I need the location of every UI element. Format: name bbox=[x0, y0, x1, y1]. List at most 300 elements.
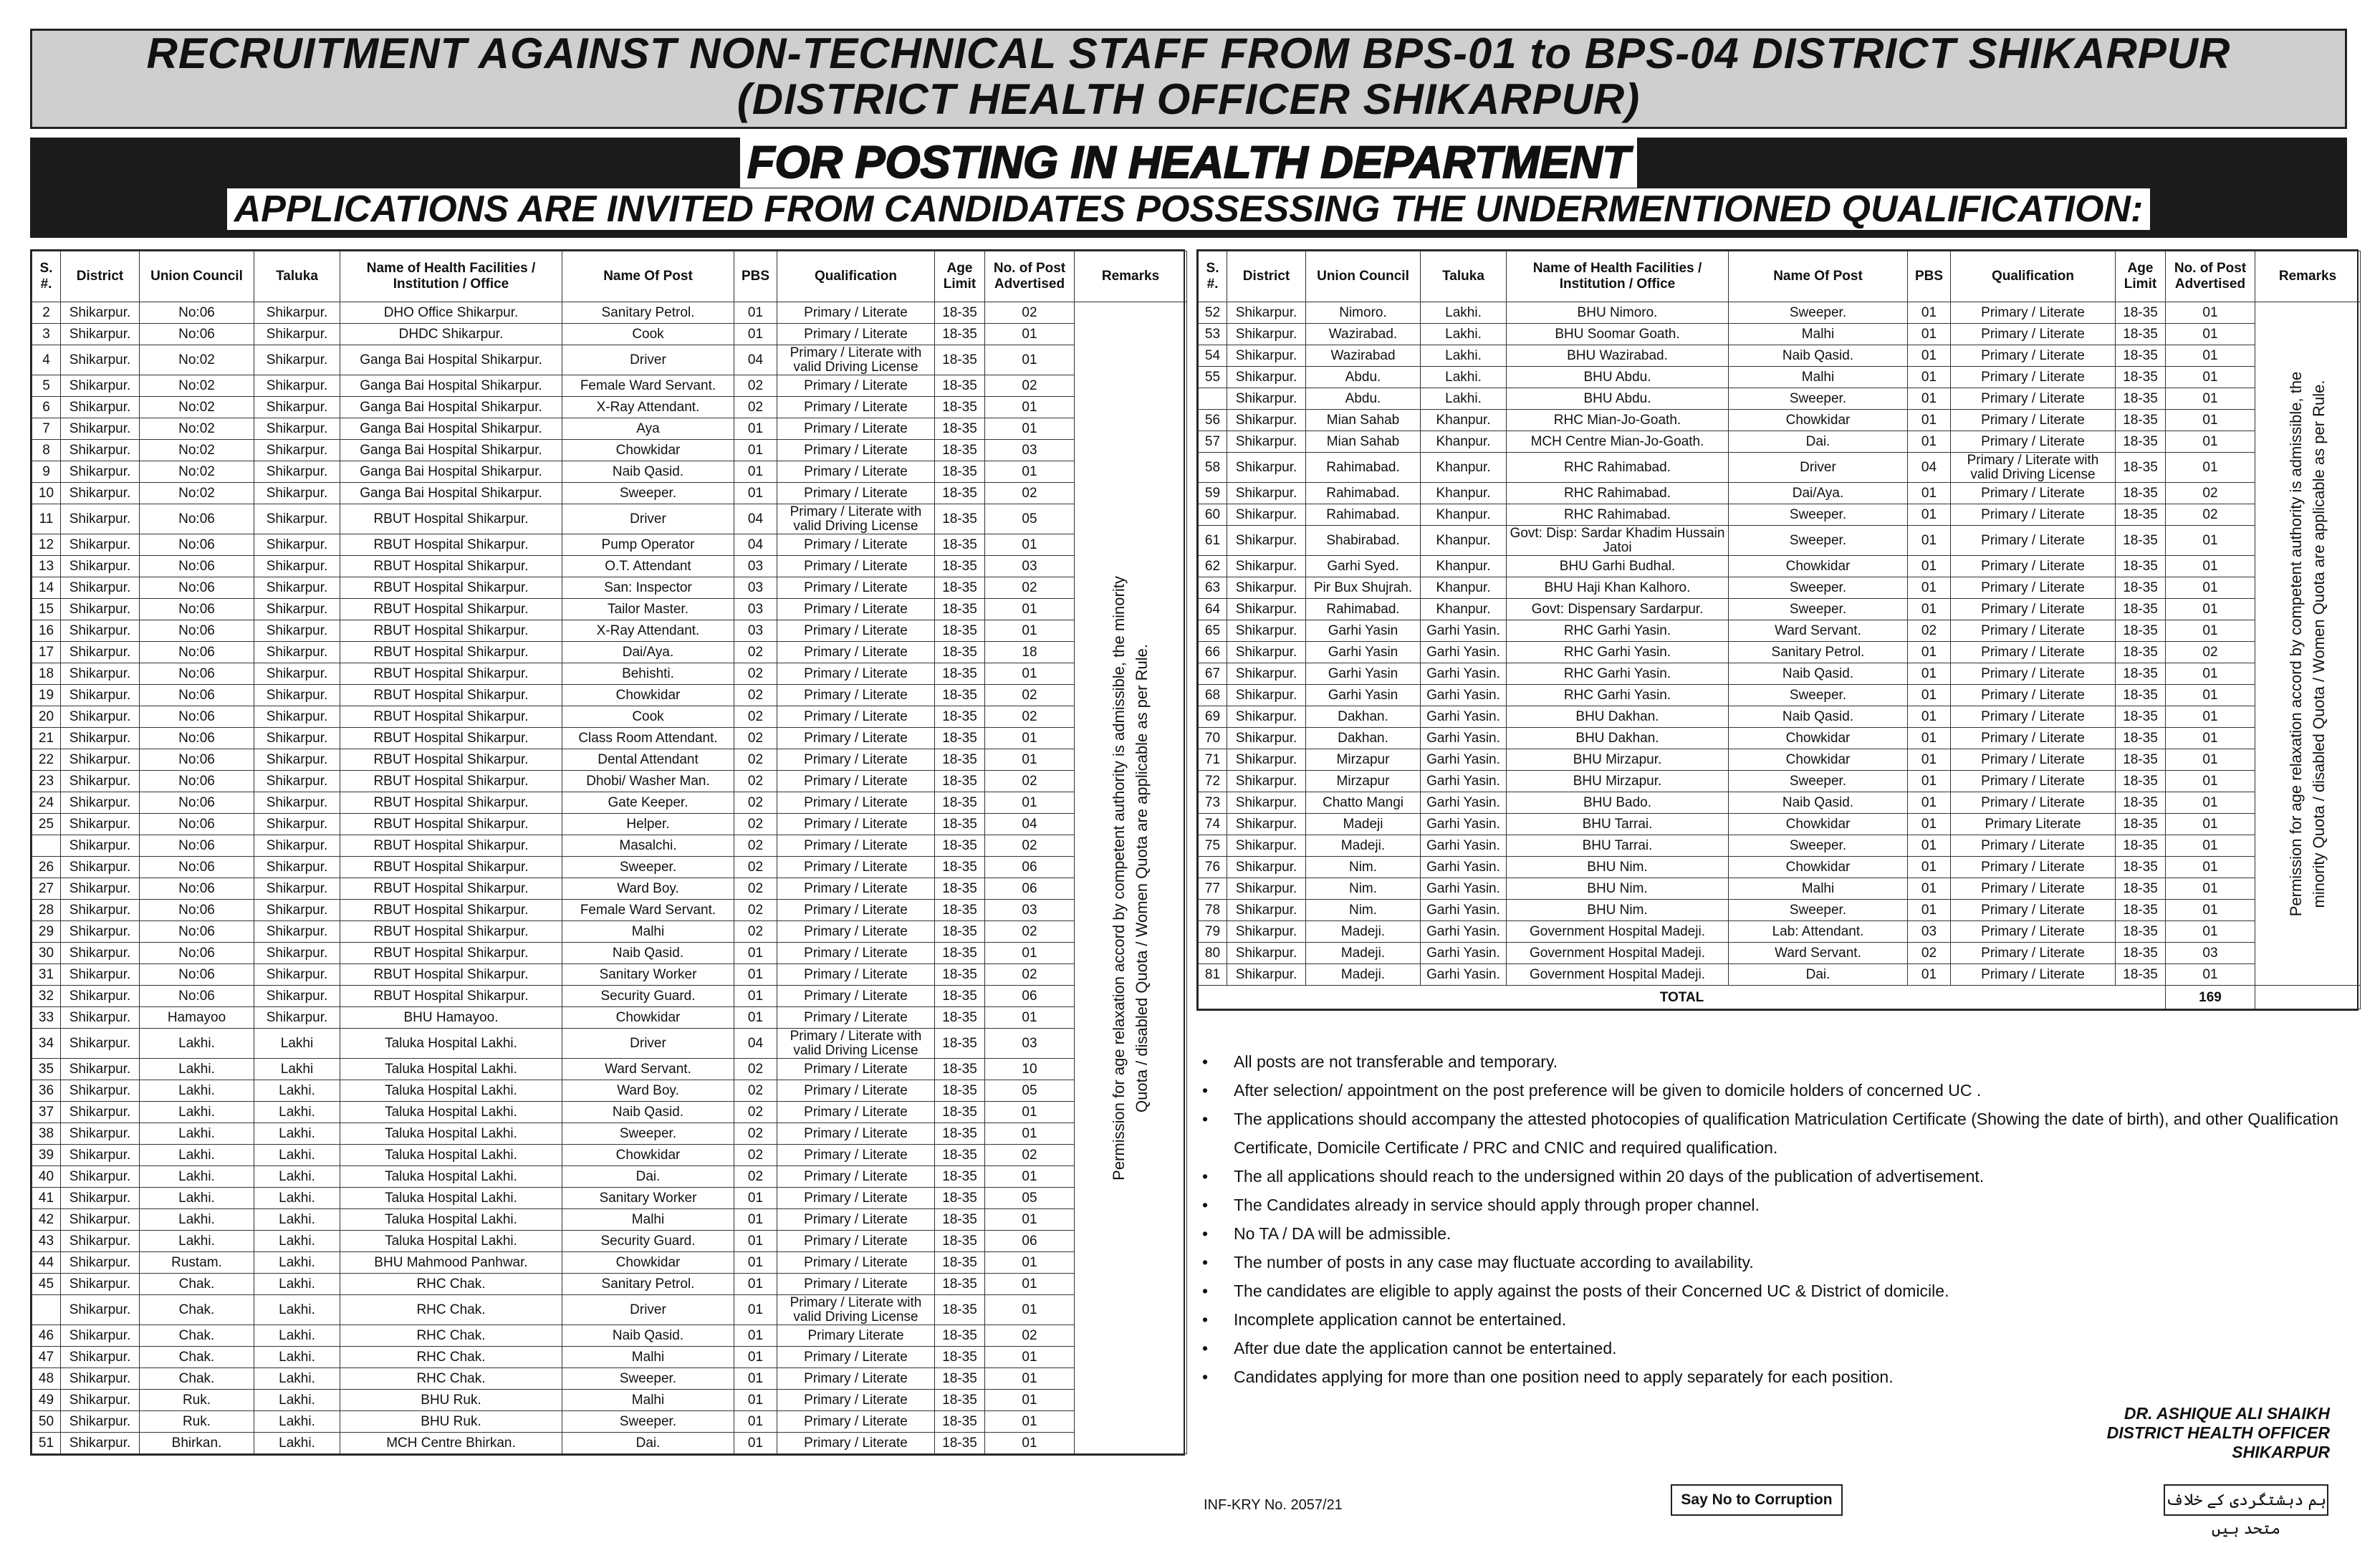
table-cell: 57 bbox=[1199, 431, 1227, 453]
table-cell: RBUT Hospital Shikarpur. bbox=[340, 792, 562, 814]
table-cell: 18-35 bbox=[935, 345, 985, 375]
table-cell: Sanitary Worker bbox=[562, 1188, 734, 1209]
table-cell: 67 bbox=[1199, 663, 1227, 685]
table-cell: Mian Sahab bbox=[1306, 431, 1421, 453]
table-cell: Primary / Literate bbox=[1951, 577, 2116, 599]
table-cell: Malhi bbox=[562, 1347, 734, 1368]
table-cell: 01 bbox=[2166, 835, 2255, 857]
note-item: • The number of posts in any case may fluctuate according to availability. bbox=[1196, 1248, 2371, 1277]
table-cell: Shikarpur. bbox=[1227, 556, 1306, 577]
table-cell: 41 bbox=[32, 1188, 61, 1209]
table-cell: 01 bbox=[734, 1433, 777, 1454]
table-cell: 18-35 bbox=[2116, 964, 2166, 986]
table-cell: Sweeper. bbox=[562, 857, 734, 878]
table-cell: 02 bbox=[734, 857, 777, 878]
signature-block bbox=[2107, 1404, 2330, 1462]
table-cell: 02 bbox=[734, 921, 777, 943]
table-cell: No:06 bbox=[140, 792, 254, 814]
table-cell: 01 bbox=[734, 1411, 777, 1433]
table-cell: 4 bbox=[32, 345, 61, 375]
table-cell: BHU Nim. bbox=[1507, 857, 1729, 878]
table-cell: Chowkidar bbox=[562, 1007, 734, 1029]
table-cell: Dakhan. bbox=[1306, 706, 1421, 728]
table-cell: RBUT Hospital Shikarpur. bbox=[340, 504, 562, 534]
table-cell: No:06 bbox=[140, 577, 254, 599]
table-cell: 01 bbox=[734, 986, 777, 1007]
table-row bbox=[1199, 388, 2361, 410]
table-cell: Shikarpur. bbox=[61, 1188, 140, 1209]
table-cell: Shikarpur. bbox=[61, 504, 140, 534]
table-cell: 18-35 bbox=[935, 1007, 985, 1029]
left-table bbox=[30, 249, 1185, 1456]
table-cell: Shikarpur. bbox=[61, 375, 140, 397]
table-cell: Shikarpur. bbox=[254, 418, 340, 440]
table-cell: Shikarpur. bbox=[61, 835, 140, 857]
table-cell: Taluka Hospital Lakhi. bbox=[340, 1188, 562, 1209]
table-cell: Chowkidar bbox=[1729, 814, 1908, 835]
table-cell: 79 bbox=[1199, 921, 1227, 943]
table-cell: 01 bbox=[1908, 792, 1951, 814]
table-cell: 18-35 bbox=[935, 771, 985, 792]
table-cell: 29 bbox=[32, 921, 61, 943]
table-cell: 61 bbox=[1199, 526, 1227, 556]
table-cell: Rahimabad. bbox=[1306, 504, 1421, 526]
table-row bbox=[32, 1102, 1187, 1123]
table-cell: Shikarpur. bbox=[61, 1411, 140, 1433]
table-cell: 01 bbox=[985, 1390, 1075, 1411]
table-cell: RHC Rahimabad. bbox=[1507, 483, 1729, 504]
table-cell: Garhi Yasin. bbox=[1421, 663, 1507, 685]
table-cell: 01 bbox=[2166, 620, 2255, 642]
table-cell: Primary / Literate bbox=[1951, 857, 2116, 878]
table-cell: 01 bbox=[985, 1433, 1075, 1454]
table-cell: Garhi Yasin. bbox=[1421, 792, 1507, 814]
table-cell: No:06 bbox=[140, 835, 254, 857]
table-cell: 02 bbox=[985, 375, 1075, 397]
table-cell: 18-35 bbox=[935, 857, 985, 878]
table-cell: 18-35 bbox=[2116, 792, 2166, 814]
table-cell: 01 bbox=[1908, 431, 1951, 453]
table-cell: 02 bbox=[734, 706, 777, 728]
table-cell: Chowkidar bbox=[562, 1145, 734, 1166]
table-cell: RBUT Hospital Shikarpur. bbox=[340, 642, 562, 663]
table-cell: Shikarpur. bbox=[61, 440, 140, 461]
table-row bbox=[1199, 642, 2361, 663]
table-cell: Naib Qasid. bbox=[562, 1102, 734, 1123]
table-row bbox=[32, 375, 1187, 397]
table-cell: Shikarpur. bbox=[61, 1252, 140, 1274]
table-cell: 01 bbox=[1908, 835, 1951, 857]
table-cell: Govt: Dispensary Sardarpur. bbox=[1507, 599, 1729, 620]
table-cell: 18-35 bbox=[935, 900, 985, 921]
table-cell: 9 bbox=[32, 461, 61, 483]
table-row bbox=[32, 878, 1187, 900]
table-row bbox=[1199, 749, 2361, 771]
table-cell: 03 bbox=[734, 577, 777, 599]
table-row bbox=[1199, 556, 2361, 577]
table-row bbox=[1199, 324, 2361, 345]
column-header: Qualification bbox=[777, 251, 935, 302]
table-row bbox=[32, 1188, 1187, 1209]
table-row bbox=[32, 324, 1187, 345]
table-cell: Shikarpur. bbox=[254, 302, 340, 324]
table-cell: Shikarpur. bbox=[1227, 814, 1306, 835]
table-cell: Shikarpur. bbox=[1227, 324, 1306, 345]
table-cell: Naib Qasid. bbox=[1729, 792, 1908, 814]
table-cell: Lakhi. bbox=[254, 1368, 340, 1390]
table-cell: 06 bbox=[985, 878, 1075, 900]
table-cell: Dai/Aya. bbox=[1729, 483, 1908, 504]
table-cell: Chowkidar bbox=[1729, 857, 1908, 878]
table-cell: 18-35 bbox=[2116, 556, 2166, 577]
table-cell: Primary / Literate with valid Driving License bbox=[1951, 453, 2116, 483]
table-cell: Ganga Bai Hospital Shikarpur. bbox=[340, 397, 562, 418]
table-cell: Shikarpur. bbox=[254, 642, 340, 663]
table-cell: 18-35 bbox=[935, 1368, 985, 1390]
table-cell: 27 bbox=[32, 878, 61, 900]
table-cell: 02 bbox=[734, 900, 777, 921]
table-cell: No:06 bbox=[140, 504, 254, 534]
table-cell: Shikarpur. bbox=[254, 900, 340, 921]
table-cell: Sweeper. bbox=[1729, 685, 1908, 706]
table-cell: 01 bbox=[985, 1102, 1075, 1123]
table-cell: Sweeper. bbox=[562, 483, 734, 504]
table-cell: 03 bbox=[1908, 921, 1951, 943]
table-cell: Shikarpur. bbox=[61, 483, 140, 504]
table-cell: 18 bbox=[32, 663, 61, 685]
table-cell: Primary / Literate bbox=[777, 556, 935, 577]
table-cell: 58 bbox=[1199, 453, 1227, 483]
table-cell: Shikarpur. bbox=[61, 1102, 140, 1123]
table-cell: 01 bbox=[2166, 878, 2255, 900]
table-cell: Primary / Literate bbox=[1951, 345, 2116, 367]
table-cell: Shikarpur. bbox=[61, 857, 140, 878]
table-row bbox=[1199, 620, 2361, 642]
table-cell: 02 bbox=[734, 375, 777, 397]
table-cell: 18-35 bbox=[935, 440, 985, 461]
table-cell: Shikarpur. bbox=[1227, 367, 1306, 388]
table-cell: 18-35 bbox=[2116, 367, 2166, 388]
table-cell: Garhi Syed. bbox=[1306, 556, 1421, 577]
table-cell: 01 bbox=[2166, 324, 2255, 345]
table-cell: Primary / Literate bbox=[1951, 324, 2116, 345]
table-cell: 01 bbox=[1908, 577, 1951, 599]
table-cell: 18-35 bbox=[935, 461, 985, 483]
table-cell: Chowkidar bbox=[562, 685, 734, 706]
table-cell: Dai. bbox=[1729, 431, 1908, 453]
table-cell: Khanpur. bbox=[1421, 504, 1507, 526]
table-cell: 02 bbox=[734, 814, 777, 835]
table-cell: 3 bbox=[32, 324, 61, 345]
table-cell: Primary / Literate bbox=[1951, 921, 2116, 943]
table-cell: 02 bbox=[734, 771, 777, 792]
table-cell: 32 bbox=[32, 986, 61, 1007]
table-row bbox=[1199, 943, 2361, 964]
table-cell: 01 bbox=[734, 964, 777, 986]
table-cell: 04 bbox=[985, 814, 1075, 835]
table-cell: Lakhi. bbox=[254, 1188, 340, 1209]
table-cell: Shikarpur. bbox=[254, 771, 340, 792]
table-cell: 01 bbox=[985, 1347, 1075, 1368]
table-row bbox=[32, 1123, 1187, 1145]
table-cell: No:06 bbox=[140, 534, 254, 556]
table-cell: 01 bbox=[2166, 921, 2255, 943]
table-cell: Lakhi. bbox=[254, 1252, 340, 1274]
table-cell: BHU Tarrai. bbox=[1507, 835, 1729, 857]
table-cell: 04 bbox=[1908, 453, 1951, 483]
table-cell: 05 bbox=[985, 504, 1075, 534]
table-cell: 01 bbox=[2166, 792, 2255, 814]
table-cell: 18-35 bbox=[935, 986, 985, 1007]
table-cell: Dai/Aya. bbox=[562, 642, 734, 663]
table-cell: 54 bbox=[1199, 345, 1227, 367]
table-cell: 18-35 bbox=[935, 1080, 985, 1102]
table-cell: Garhi Yasin. bbox=[1421, 749, 1507, 771]
table-cell: Driver bbox=[562, 345, 734, 375]
table-cell: No:06 bbox=[140, 302, 254, 324]
table-cell: RHC Garhi Yasin. bbox=[1507, 620, 1729, 642]
table-cell: BHU Dakhan. bbox=[1507, 706, 1729, 728]
table-cell: Madeji. bbox=[1306, 835, 1421, 857]
table-cell: Primary / Literate bbox=[777, 1347, 935, 1368]
table-cell: Sweeper. bbox=[1729, 599, 1908, 620]
table-cell: Garhi Yasin bbox=[1306, 685, 1421, 706]
table-cell: Primary / Literate bbox=[1951, 388, 2116, 410]
table-cell: Shikarpur. bbox=[254, 921, 340, 943]
table-cell: Shikarpur. bbox=[254, 706, 340, 728]
table-cell: 02 bbox=[985, 1145, 1075, 1166]
table-cell: 15 bbox=[32, 599, 61, 620]
table-cell: Malhi bbox=[1729, 878, 1908, 900]
table-cell: Primary / Literate with valid Driving License bbox=[777, 1029, 935, 1059]
table-cell: Shikarpur. bbox=[61, 534, 140, 556]
table-row bbox=[32, 1029, 1187, 1059]
table-cell: Shikarpur. bbox=[1227, 792, 1306, 814]
table-cell: Lakhi. bbox=[140, 1029, 254, 1059]
table-cell: Cook bbox=[562, 706, 734, 728]
table-cell: 18-35 bbox=[935, 685, 985, 706]
table-cell: 18-35 bbox=[935, 749, 985, 771]
table-cell: 24 bbox=[32, 792, 61, 814]
table-cell: Khanpur. bbox=[1421, 577, 1507, 599]
table-row bbox=[1199, 453, 2361, 483]
table-cell: No:06 bbox=[140, 878, 254, 900]
table-cell: Primary / Literate bbox=[777, 1274, 935, 1295]
table-cell: Malhi bbox=[1729, 324, 1908, 345]
table-row bbox=[32, 599, 1187, 620]
table-cell: 02 bbox=[734, 1123, 777, 1145]
table-cell: 8 bbox=[32, 440, 61, 461]
table-cell: No:06 bbox=[140, 814, 254, 835]
table-cell: Shikarpur. bbox=[254, 728, 340, 749]
table-cell: No:02 bbox=[140, 375, 254, 397]
table-cell: 63 bbox=[1199, 577, 1227, 599]
table-cell: No:06 bbox=[140, 324, 254, 345]
table-cell: Helper. bbox=[562, 814, 734, 835]
table-cell: Driver bbox=[562, 1029, 734, 1059]
table-cell: Malhi bbox=[562, 921, 734, 943]
table-cell: 03 bbox=[985, 440, 1075, 461]
table-cell: 18-35 bbox=[2116, 504, 2166, 526]
table-cell: DHDC Shikarpur. bbox=[340, 324, 562, 345]
table-cell: Ganga Bai Hospital Shikarpur. bbox=[340, 461, 562, 483]
table-cell: 18-35 bbox=[2116, 728, 2166, 749]
table-cell: Rahimabad. bbox=[1306, 599, 1421, 620]
table-cell: Shikarpur. bbox=[1227, 900, 1306, 921]
table-cell: 01 bbox=[2166, 964, 2255, 986]
column-header: Name Of Post bbox=[1729, 251, 1908, 302]
table-cell: 33 bbox=[32, 1007, 61, 1029]
table-cell: Security Guard. bbox=[562, 1231, 734, 1252]
table-cell: Shikarpur. bbox=[254, 1007, 340, 1029]
table-cell: Shikarpur. bbox=[254, 599, 340, 620]
table-row bbox=[1199, 728, 2361, 749]
table-cell: 42 bbox=[32, 1209, 61, 1231]
table-cell: No:02 bbox=[140, 397, 254, 418]
table-cell: San: Inspector bbox=[562, 577, 734, 599]
table-cell: 01 bbox=[985, 345, 1075, 375]
table-cell: RBUT Hospital Shikarpur. bbox=[340, 534, 562, 556]
table-cell: Shikarpur. bbox=[254, 440, 340, 461]
title-line-1: RECRUITMENT AGAINST NON-TECHNICAL STAFF FROM BPS-01 to BPS-04 DISTRICT SHIKARPUR bbox=[146, 29, 2231, 77]
table-cell: Lakhi. bbox=[1421, 367, 1507, 388]
table-cell: Garhi Yasin bbox=[1306, 620, 1421, 642]
table-cell: Ganga Bai Hospital Shikarpur. bbox=[340, 440, 562, 461]
table-cell: Government Hospital Madeji. bbox=[1507, 943, 1729, 964]
table-cell: RHC Garhi Yasin. bbox=[1507, 642, 1729, 663]
table-row bbox=[1199, 577, 2361, 599]
table-cell: Shikarpur. bbox=[61, 302, 140, 324]
table-cell: Dai. bbox=[1729, 964, 1908, 986]
table-cell: Garhi Yasin. bbox=[1421, 771, 1507, 792]
table-cell: 01 bbox=[734, 1007, 777, 1029]
table-cell: Shikarpur. bbox=[61, 1145, 140, 1166]
table-cell: 36 bbox=[32, 1080, 61, 1102]
table-cell: Shikarpur. bbox=[61, 324, 140, 345]
table-row bbox=[32, 900, 1187, 921]
table-cell: 18-35 bbox=[935, 1252, 985, 1274]
table-cell: Primary / Literate bbox=[1951, 642, 2116, 663]
table-cell: Primary / Literate bbox=[777, 685, 935, 706]
table-row bbox=[32, 1411, 1187, 1433]
table-cell: 02 bbox=[734, 685, 777, 706]
table-cell: 18-35 bbox=[2116, 345, 2166, 367]
table-cell: 18-35 bbox=[935, 302, 985, 324]
table-cell: Shikarpur. bbox=[254, 964, 340, 986]
note-item: • The Candidates already in service should apply through proper channel. bbox=[1196, 1191, 2371, 1219]
table-cell: 01 bbox=[1908, 302, 1951, 324]
table-cell: Primary / Literate bbox=[777, 577, 935, 599]
table-row bbox=[32, 534, 1187, 556]
table-cell: Ward Boy. bbox=[562, 1080, 734, 1102]
note-item: • After due date the application cannot be entertained. bbox=[1196, 1334, 2371, 1362]
table-cell: Primary / Literate bbox=[1951, 620, 2116, 642]
title-line-2: (DISTRICT HEALTH OFFICER SHIKARPUR) bbox=[736, 75, 1641, 123]
table-cell: Shikarpur. bbox=[1227, 878, 1306, 900]
table-cell: Primary / Literate bbox=[1951, 728, 2116, 749]
table-cell: 02 bbox=[985, 771, 1075, 792]
table-cell: Lakhi. bbox=[254, 1433, 340, 1454]
table-cell: Sweeper. bbox=[1729, 835, 1908, 857]
table-cell: Shikarpur. bbox=[61, 1209, 140, 1231]
table-cell: 01 bbox=[1908, 814, 1951, 835]
table-cell: Shikarpur. bbox=[254, 835, 340, 857]
table-cell: Tailor Master. bbox=[562, 599, 734, 620]
table-cell: 01 bbox=[734, 1252, 777, 1274]
table-cell: BHU Mahmood Panhwar. bbox=[340, 1252, 562, 1274]
note-item: • The candidates are eligible to apply against the posts of their Concerned UC & District of domicile. bbox=[1196, 1277, 2371, 1305]
table-row bbox=[32, 964, 1187, 986]
table-cell: Primary / Literate bbox=[777, 302, 935, 324]
table-cell: Shikarpur. bbox=[1227, 388, 1306, 410]
table-cell: Sweeper. bbox=[1729, 504, 1908, 526]
table-cell: 59 bbox=[1199, 483, 1227, 504]
table-cell: 52 bbox=[1199, 302, 1227, 324]
table-cell: 18-35 bbox=[2116, 324, 2166, 345]
table-cell: 01 bbox=[985, 324, 1075, 345]
column-header: Union Council bbox=[1306, 251, 1421, 302]
table-cell: Shikarpur. bbox=[254, 943, 340, 964]
table-cell bbox=[32, 1295, 61, 1325]
table-cell: RHC Rahimabad. bbox=[1507, 453, 1729, 483]
table-cell: 01 bbox=[734, 1390, 777, 1411]
table-cell: 28 bbox=[32, 900, 61, 921]
table-cell: 18-35 bbox=[2116, 526, 2166, 556]
table-row bbox=[1199, 483, 2361, 504]
table-cell: 18-35 bbox=[935, 1209, 985, 1231]
table-row bbox=[32, 1368, 1187, 1390]
table-cell: 01 bbox=[985, 397, 1075, 418]
table-cell: Naib Qasid. bbox=[562, 943, 734, 964]
table-cell: 18-35 bbox=[2116, 900, 2166, 921]
table-cell: 51 bbox=[32, 1433, 61, 1454]
table-cell: Primary / Literate bbox=[777, 534, 935, 556]
table-cell: BHU Ruk. bbox=[340, 1390, 562, 1411]
table-cell: 26 bbox=[32, 857, 61, 878]
table-cell: Primary / Literate bbox=[1951, 431, 2116, 453]
table-cell: 01 bbox=[2166, 685, 2255, 706]
table-row bbox=[32, 620, 1187, 642]
column-header: Name of Health Facilities / Institution / Office bbox=[340, 251, 562, 302]
table-cell: No:06 bbox=[140, 921, 254, 943]
table-cell: 01 bbox=[985, 1411, 1075, 1433]
table-cell: 10 bbox=[32, 483, 61, 504]
table-cell: 01 bbox=[1908, 706, 1951, 728]
notes-list bbox=[1196, 1047, 2371, 1391]
table-row bbox=[1199, 345, 2361, 367]
table-cell: Primary / Literate bbox=[1951, 526, 2116, 556]
table-cell: Shikarpur. bbox=[1227, 706, 1306, 728]
table-cell: Shikarpur. bbox=[61, 1123, 140, 1145]
table-cell: Chak. bbox=[140, 1368, 254, 1390]
table-cell: Shikarpur. bbox=[61, 461, 140, 483]
table-cell: Nim. bbox=[1306, 857, 1421, 878]
table-cell: 18-35 bbox=[935, 663, 985, 685]
table-cell: RBUT Hospital Shikarpur. bbox=[340, 900, 562, 921]
table-cell: 02 bbox=[734, 397, 777, 418]
table-cell: Lakhi. bbox=[140, 1102, 254, 1123]
remarks-line: Permission for age relaxation accord by competent authority is admissible, the bbox=[2287, 371, 2305, 916]
table-cell: Primary / Literate bbox=[777, 878, 935, 900]
table-cell: Aya bbox=[562, 418, 734, 440]
table-cell: Rahimabad. bbox=[1306, 483, 1421, 504]
table-cell: 02 bbox=[734, 1059, 777, 1080]
table-cell: Lakhi. bbox=[254, 1274, 340, 1295]
note-item: • No TA / DA will be admissible. bbox=[1196, 1219, 2371, 1248]
table-cell: 50 bbox=[32, 1411, 61, 1433]
table-cell: 37 bbox=[32, 1102, 61, 1123]
table-cell: 49 bbox=[32, 1390, 61, 1411]
